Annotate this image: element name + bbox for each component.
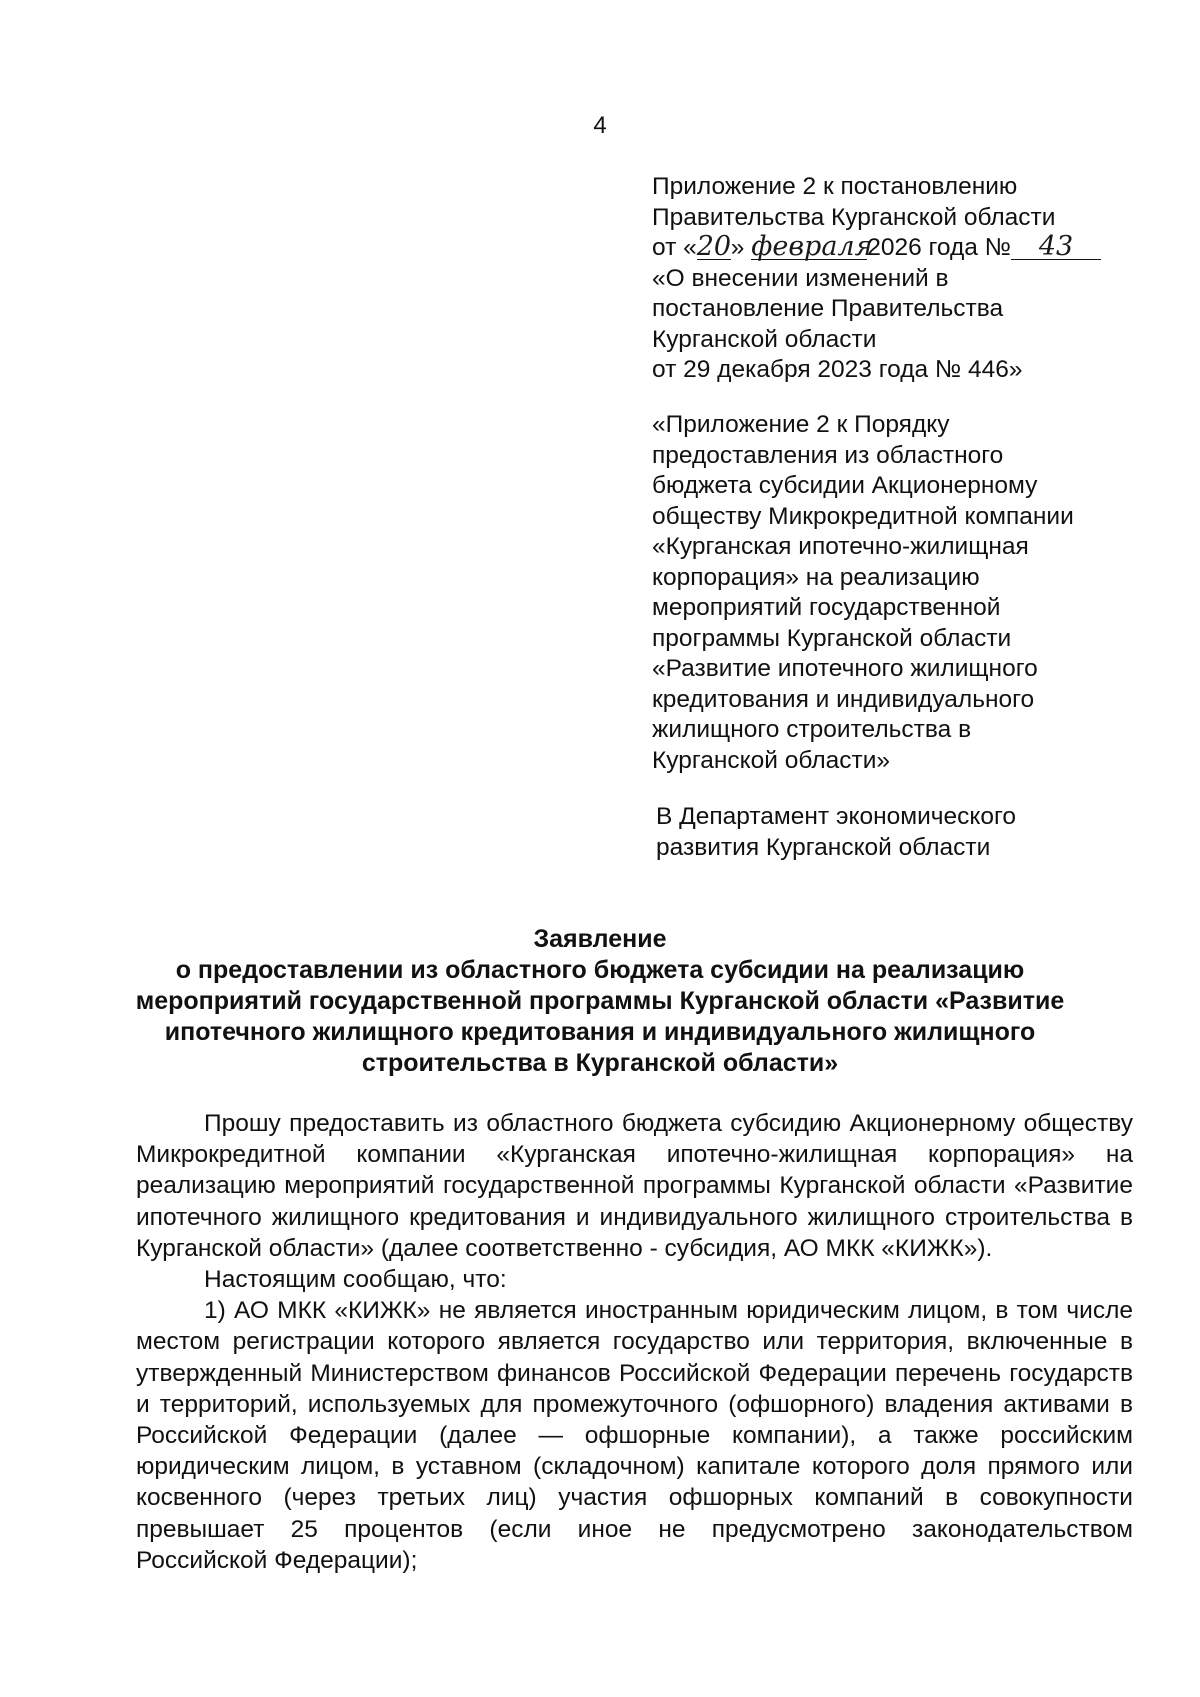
appendix-line-2: Правительства Курганской области (652, 203, 1056, 231)
handwritten-doc-number: 43 (1011, 235, 1101, 260)
appendix-line-6: Курганской области (652, 325, 877, 353)
addressee-line-2: развития Курганской области (656, 833, 991, 861)
appendix2-line: корпорация» на реализацию (652, 563, 980, 591)
appendix2-line: «Приложение 2 к Порядку (652, 411, 950, 438)
body-paragraph-2: Настоящим сообщаю, что: (204, 1266, 507, 1294)
title-line-3: мероприятий государственной программы Курганской области «Развитие (135, 987, 1065, 1015)
title-line-4: ипотечного жилищного кредитования и индивидуального жилищного (164, 1018, 1036, 1046)
date-prefix: от « (652, 234, 697, 261)
title-line-5: строительства в Курганской области» (361, 1049, 839, 1077)
date-year: 2026 года № (867, 234, 1012, 261)
handwritten-month: февраля (751, 231, 873, 262)
body-paragraph-1: Прошу предоставить из областного бюджета субсидию Акционерному обществу Микрокредитной компании «Курганская ипотечно-жилищная корпорация» на реализацию мероприятий государственной программы Курганской области «Развитие ипотечного жилищного кредитования и индивидуального жилищного строительства в Курганской области» (далее соответственно - субсидия, АО МКК «КИЖК»). (136, 1110, 1133, 1262)
appendix2-line: предоставления из областного (652, 441, 1004, 469)
appendix2-line: «Развитие ипотечного жилищного (652, 655, 1038, 682)
title-line-1: Заявление (533, 925, 667, 953)
document-title (0, 924, 1200, 1079)
appendix2-line: обществу Микрокредитной компании (652, 502, 1074, 530)
addressee-line-1: В Департамент экономического (656, 803, 1017, 830)
application-body (136, 1108, 1133, 1576)
appendix2-line: «Курганская ипотечно-жилищная (652, 533, 1029, 560)
appendix-line-7: от 29 декабря 2023 года № 446» (652, 356, 1023, 383)
page-number: 4 (593, 112, 607, 139)
appendix-header (652, 172, 1122, 386)
appendix2-line: программы Курганской области (652, 624, 1012, 652)
addressee-block (656, 802, 1126, 863)
appendix2-line: мероприятий государственной (652, 594, 1001, 621)
appendix2-line: жилищного строительства в (652, 716, 972, 743)
appendix2-block (652, 410, 1122, 776)
appendix-line-1: Приложение 2 к постановлению (652, 173, 1018, 200)
title-line-2: о предоставлении из областного бюджета субсидии на реализацию (175, 956, 1025, 984)
appendix2-line: Курганской области» (652, 746, 891, 774)
appendix-date-line (652, 233, 1122, 264)
body-paragraph-3: 1) АО МКК «КИЖК» не является иностранным юридическим лицом, в том числе местом регистрации которого является государство или территория, включенные в утвержденный Министерством финансов Российской Федерации перечень государств и территорий, используемых для промежуточного (офшорного) владения активами в Российской Федерации (далее — офшорные компании), а также российским юридическим лицом, в уставном (складочном) капитале которого доля прямого или косвенного (через третьих лиц) участия офшорных компаний в совокупности превышает 25 процентов (если иное не предусмотрено законодательством Российской Федерации); (136, 1297, 1133, 1574)
appendix2-line: бюджета субсидии Акционерному (652, 472, 1038, 499)
appendix-line-4: «О внесении изменений в (652, 264, 949, 292)
appendix-line-5: постановление Правительства (652, 295, 1004, 322)
appendix2-line: кредитования и индивидуального (652, 685, 1035, 713)
date-mid: » (730, 234, 745, 261)
handwritten-day: 20 (696, 231, 732, 262)
